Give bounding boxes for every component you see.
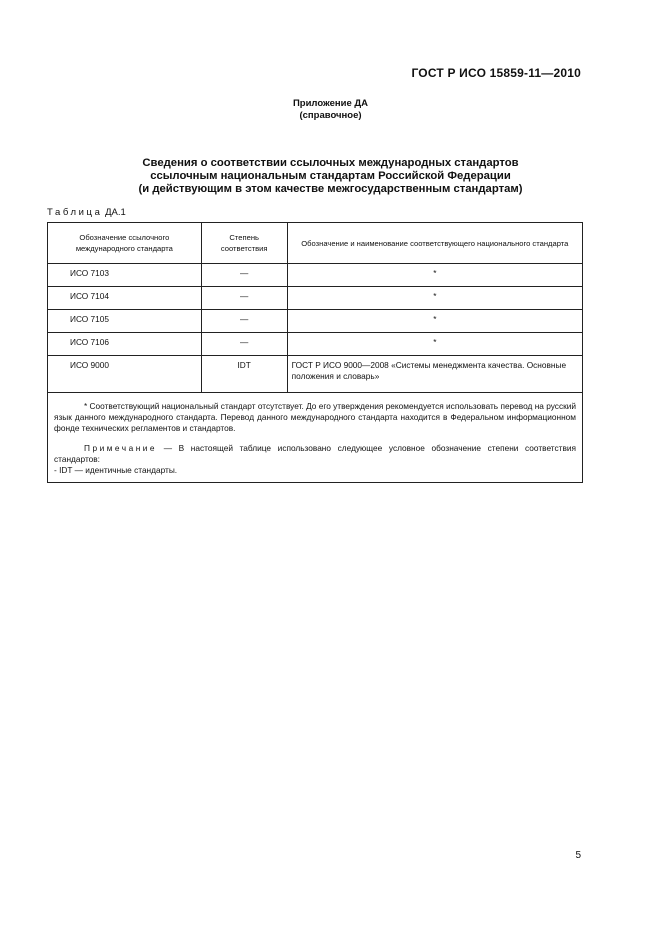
table-header-row (48, 223, 583, 264)
cell-national: * (287, 333, 582, 356)
table-row (48, 287, 583, 310)
title-line-1: Сведения о соответствии ссылочных международных стандартов (142, 157, 519, 169)
standard-code: ГОСТ Р ИСО 15859-11—2010 (411, 66, 581, 80)
header-national-standard: Обозначение и наименование соответствующего национального стандарта (287, 223, 582, 264)
appendix-subtitle: (справочное) (299, 110, 362, 121)
table-row (48, 310, 583, 333)
table-caption-id: ДА.1 (105, 207, 126, 218)
cell-national: * (287, 287, 582, 310)
header-degree: Степень соответствия (201, 223, 287, 264)
title-line-3: (и действующим в этом качестве межгосударственным стандартам) (138, 183, 523, 195)
page-number: 5 (575, 850, 581, 861)
title-line-2: ссылочным национальным стандартам Российской Федерации (150, 170, 511, 182)
cell-iso: ИСО 7105 (48, 310, 202, 333)
cell-degree: — (201, 333, 287, 356)
cell-degree: IDT (201, 356, 287, 393)
appendix-title: Приложение ДА (292, 98, 369, 109)
table-caption (47, 207, 126, 218)
footnote: * Соответствующий национальный стандарт отсутствует. До его утверждения рекомендуется использовать перевод на русский язык данного международного стандарта. Перевод данного международного стандарта находится в Федеральном информационном фонде технических регламентов и стандартов. (54, 401, 576, 433)
cell-degree: — (201, 264, 287, 287)
note-label: Примечание (84, 443, 158, 453)
table-notes (48, 393, 583, 483)
header-international-standard: Обозначение ссылочного международного стандарта (48, 223, 202, 264)
note-paragraph (54, 443, 576, 465)
cell-degree: — (201, 287, 287, 310)
table-row (48, 356, 583, 393)
cell-iso: ИСО 7106 (48, 333, 202, 356)
table-row (48, 333, 583, 356)
cell-degree: — (201, 310, 287, 333)
cell-iso: ИСО 7103 (48, 264, 202, 287)
document-title (0, 157, 661, 196)
note-text: — В настоящей таблице использовано следующее условное обозначение степени соответствия стандартов: (54, 443, 576, 464)
note-item: - IDT — идентичные стандарты. (54, 465, 178, 475)
cell-iso: ИСО 9000 (48, 356, 202, 393)
table-row (48, 264, 583, 287)
cell-national: * (287, 310, 582, 333)
table-caption-word: Таблица (47, 207, 103, 218)
appendix-heading (0, 98, 661, 122)
correspondence-table (47, 222, 583, 483)
table-notes-row (48, 393, 583, 483)
cell-national: ГОСТ Р ИСО 9000—2008 «Системы менеджмента качества. Основные положения и словарь» (287, 356, 582, 393)
cell-national: * (287, 264, 582, 287)
cell-iso: ИСО 7104 (48, 287, 202, 310)
